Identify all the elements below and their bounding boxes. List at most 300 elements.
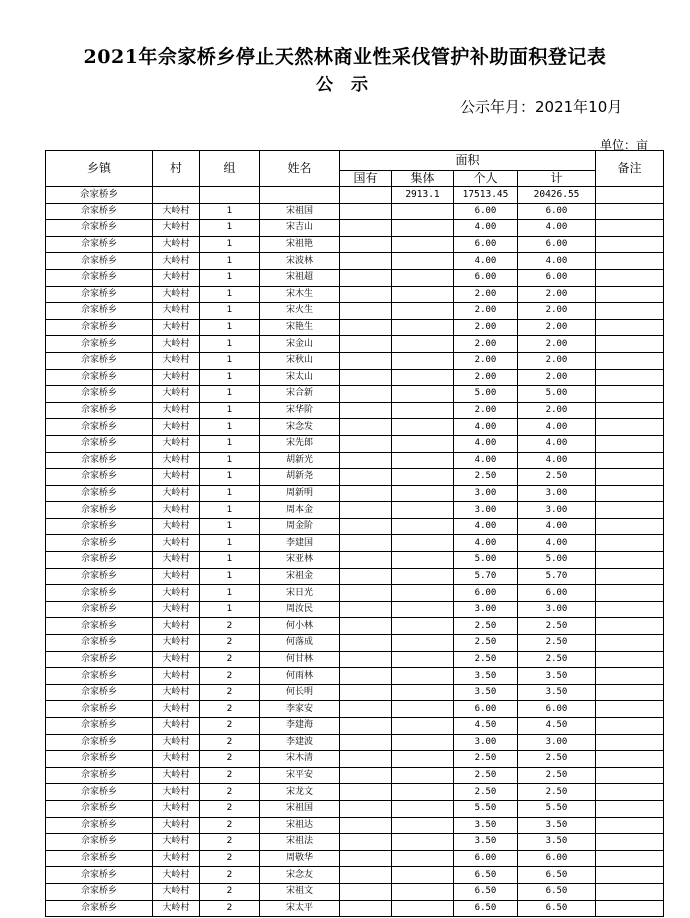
cell-group: 2	[200, 883, 260, 900]
cell-group: 2	[200, 900, 260, 917]
cell-remark	[596, 585, 664, 602]
cell-name: 宋太平	[260, 900, 340, 917]
table-row	[46, 701, 664, 718]
cell-collective	[392, 850, 454, 867]
cell-individual: 5.50	[454, 800, 518, 817]
cell-collective	[392, 502, 454, 519]
cell-individual: 3.50	[454, 817, 518, 834]
cell-collective	[392, 402, 454, 419]
cell-individual: 6.00	[454, 203, 518, 220]
cell-group: 1	[200, 601, 260, 618]
cell-group: 1	[200, 585, 260, 602]
cell-total: 4.00	[518, 452, 596, 469]
cell-group: 1	[200, 336, 260, 353]
cell-state-owned	[340, 568, 392, 585]
header-total: 计	[518, 171, 596, 187]
cell-individual: 4.00	[454, 419, 518, 436]
cell-remark	[596, 386, 664, 403]
cell-state-owned	[340, 800, 392, 817]
cell-name: 宋华阶	[260, 402, 340, 419]
cell-name: 周新明	[260, 485, 340, 502]
cell-township: 佘家桥乡	[46, 900, 153, 917]
table-row	[46, 850, 664, 867]
cell-name: 周金阶	[260, 518, 340, 535]
cell-state-owned	[340, 352, 392, 369]
cell-total: 2.00	[518, 369, 596, 386]
cell-group: 1	[200, 552, 260, 569]
cell-state-owned	[340, 402, 392, 419]
cell-township: 佘家桥乡	[46, 485, 153, 502]
cell-village: 大岭村	[153, 552, 200, 569]
table-row	[46, 568, 664, 585]
cell-village: 大岭村	[153, 269, 200, 286]
cell-name: 宋木清	[260, 751, 340, 768]
cell-remark	[596, 850, 664, 867]
cell-group: 2	[200, 867, 260, 884]
cell-name: 胡新尧	[260, 469, 340, 486]
cell-total: 6.00	[518, 203, 596, 220]
cell-remark	[596, 269, 664, 286]
cell-group: 1	[200, 369, 260, 386]
cell-total: 6.00	[518, 701, 596, 718]
header-remark: 备注	[596, 151, 664, 187]
cell-name: 宋先郎	[260, 435, 340, 452]
cell-remark	[596, 535, 664, 552]
cell-township: 佘家桥乡	[46, 585, 153, 602]
cell-name: 宋合新	[260, 386, 340, 403]
cell-group: 2	[200, 734, 260, 751]
table-row	[46, 867, 664, 884]
cell-township: 佘家桥乡	[46, 883, 153, 900]
cell-township: 佘家桥乡	[46, 435, 153, 452]
cell-township: 佘家桥乡	[46, 469, 153, 486]
cell-total: 6.00	[518, 236, 596, 253]
cell-village: 大岭村	[153, 635, 200, 652]
cell-remark	[596, 369, 664, 386]
cell-individual: 3.50	[454, 684, 518, 701]
cell-state-owned	[340, 668, 392, 685]
cell-collective	[392, 684, 454, 701]
cell-state-owned	[340, 286, 392, 303]
cell-village: 大岭村	[153, 402, 200, 419]
cell-group: 2	[200, 684, 260, 701]
cell-collective	[392, 485, 454, 502]
header-township: 乡镇	[46, 151, 153, 187]
cell-group: 2	[200, 817, 260, 834]
cell-name: 宋日光	[260, 585, 340, 602]
cell-remark	[596, 502, 664, 519]
cell-remark	[596, 767, 664, 784]
cell-village: 大岭村	[153, 336, 200, 353]
cell-group: 1	[200, 253, 260, 270]
cell-name: 宋祖国	[260, 203, 340, 220]
cell-township: 佘家桥乡	[46, 269, 153, 286]
table-row	[46, 535, 664, 552]
cell-state-owned	[340, 469, 392, 486]
cell-group: 1	[200, 402, 260, 419]
cell-individual: 6.00	[454, 850, 518, 867]
summary-remark	[596, 187, 664, 204]
table-row	[46, 767, 664, 784]
cell-state-owned	[340, 552, 392, 569]
cell-remark	[596, 751, 664, 768]
cell-township: 佘家桥乡	[46, 751, 153, 768]
cell-total: 2.00	[518, 319, 596, 336]
cell-individual: 5.70	[454, 568, 518, 585]
cell-remark	[596, 469, 664, 486]
cell-name: 宋艳生	[260, 319, 340, 336]
cell-total: 3.50	[518, 834, 596, 851]
cell-village: 大岭村	[153, 568, 200, 585]
cell-collective	[392, 834, 454, 851]
header-group: 组	[200, 151, 260, 187]
cell-collective	[392, 319, 454, 336]
table-row	[46, 352, 664, 369]
cell-state-owned	[340, 883, 392, 900]
cell-village: 大岭村	[153, 867, 200, 884]
cell-remark	[596, 618, 664, 635]
cell-township: 佘家桥乡	[46, 867, 153, 884]
table-row	[46, 684, 664, 701]
cell-township: 佘家桥乡	[46, 303, 153, 320]
cell-township: 佘家桥乡	[46, 668, 153, 685]
cell-remark	[596, 286, 664, 303]
cell-individual: 3.00	[454, 502, 518, 519]
cell-township: 佘家桥乡	[46, 651, 153, 668]
cell-state-owned	[340, 601, 392, 618]
cell-township: 佘家桥乡	[46, 286, 153, 303]
cell-remark	[596, 303, 664, 320]
cell-state-owned	[340, 867, 392, 884]
cell-total: 6.00	[518, 850, 596, 867]
cell-township: 佘家桥乡	[46, 684, 153, 701]
cell-individual: 6.00	[454, 236, 518, 253]
cell-township: 佘家桥乡	[46, 834, 153, 851]
cell-state-owned	[340, 435, 392, 452]
cell-total: 4.00	[518, 518, 596, 535]
cell-group: 1	[200, 203, 260, 220]
cell-group: 1	[200, 568, 260, 585]
cell-individual: 6.00	[454, 585, 518, 602]
cell-collective	[392, 817, 454, 834]
cell-total: 6.00	[518, 269, 596, 286]
header-name: 姓名	[260, 151, 340, 187]
cell-individual: 4.00	[454, 220, 518, 237]
cell-village: 大岭村	[153, 767, 200, 784]
cell-township: 佘家桥乡	[46, 601, 153, 618]
cell-individual: 2.00	[454, 336, 518, 353]
cell-total: 5.70	[518, 568, 596, 585]
cell-remark	[596, 701, 664, 718]
cell-collective	[392, 303, 454, 320]
cell-total: 5.50	[518, 800, 596, 817]
cell-group: 1	[200, 303, 260, 320]
cell-state-owned	[340, 220, 392, 237]
cell-remark	[596, 601, 664, 618]
cell-village: 大岭村	[153, 220, 200, 237]
table-row	[46, 834, 664, 851]
cell-state-owned	[340, 718, 392, 735]
cell-state-owned	[340, 203, 392, 220]
cell-remark	[596, 900, 664, 917]
cell-individual: 2.50	[454, 618, 518, 635]
cell-total: 4.00	[518, 435, 596, 452]
cell-name: 宋秋山	[260, 352, 340, 369]
cell-name: 周本金	[260, 502, 340, 519]
cell-individual: 3.50	[454, 668, 518, 685]
cell-township: 佘家桥乡	[46, 336, 153, 353]
cell-individual: 2.50	[454, 635, 518, 652]
cell-name: 李家安	[260, 701, 340, 718]
cell-individual: 2.50	[454, 767, 518, 784]
cell-remark	[596, 220, 664, 237]
cell-remark	[596, 203, 664, 220]
summary-village	[153, 187, 200, 204]
table-row	[46, 203, 664, 220]
cell-individual: 2.00	[454, 369, 518, 386]
cell-individual: 6.50	[454, 900, 518, 917]
cell-total: 2.50	[518, 751, 596, 768]
cell-state-owned	[340, 817, 392, 834]
cell-remark	[596, 817, 664, 834]
cell-collective	[392, 452, 454, 469]
cell-group: 1	[200, 286, 260, 303]
cell-state-owned	[340, 319, 392, 336]
table-row	[46, 419, 664, 436]
cell-remark	[596, 651, 664, 668]
cell-total: 3.00	[518, 734, 596, 751]
table-row	[46, 469, 664, 486]
cell-state-owned	[340, 336, 392, 353]
cell-collective	[392, 286, 454, 303]
table-row	[46, 518, 664, 535]
table-row	[46, 718, 664, 735]
cell-total: 2.50	[518, 618, 596, 635]
header-state-owned: 国有	[340, 171, 392, 187]
cell-collective	[392, 568, 454, 585]
cell-name: 宋木生	[260, 286, 340, 303]
cell-total: 6.00	[518, 585, 596, 602]
cell-township: 佘家桥乡	[46, 635, 153, 652]
cell-township: 佘家桥乡	[46, 718, 153, 735]
cell-individual: 4.00	[454, 518, 518, 535]
cell-total: 6.50	[518, 867, 596, 884]
cell-name: 宋祖国	[260, 800, 340, 817]
cell-state-owned	[340, 303, 392, 320]
cell-total: 2.00	[518, 402, 596, 419]
cell-collective	[392, 883, 454, 900]
cell-name: 宋波林	[260, 253, 340, 270]
cell-total: 4.00	[518, 220, 596, 237]
cell-name: 李建国	[260, 535, 340, 552]
cell-name: 宋平安	[260, 767, 340, 784]
cell-village: 大岭村	[153, 834, 200, 851]
cell-state-owned	[340, 751, 392, 768]
cell-total: 4.00	[518, 253, 596, 270]
cell-remark	[596, 684, 664, 701]
table-row	[46, 618, 664, 635]
cell-group: 1	[200, 236, 260, 253]
table-row	[46, 336, 664, 353]
cell-township: 佘家桥乡	[46, 817, 153, 834]
cell-state-owned	[340, 651, 392, 668]
summary-collective: 2913.1	[392, 187, 454, 204]
table-row	[46, 286, 664, 303]
cell-individual: 2.00	[454, 303, 518, 320]
header-area: 面积	[340, 151, 596, 171]
cell-remark	[596, 253, 664, 270]
table-row	[46, 435, 664, 452]
cell-village: 大岭村	[153, 319, 200, 336]
table-row	[46, 303, 664, 320]
cell-village: 大岭村	[153, 253, 200, 270]
cell-individual: 3.50	[454, 834, 518, 851]
cell-collective	[392, 269, 454, 286]
cell-remark	[596, 635, 664, 652]
cell-collective	[392, 535, 454, 552]
cell-village: 大岭村	[153, 784, 200, 801]
table-row	[46, 502, 664, 519]
cell-name: 宋念友	[260, 867, 340, 884]
cell-individual: 4.00	[454, 535, 518, 552]
cell-name: 宋念发	[260, 419, 340, 436]
cell-village: 大岭村	[153, 718, 200, 735]
cell-total: 2.50	[518, 651, 596, 668]
cell-village: 大岭村	[153, 369, 200, 386]
cell-name: 宋祖艳	[260, 236, 340, 253]
cell-group: 1	[200, 469, 260, 486]
cell-township: 佘家桥乡	[46, 319, 153, 336]
table-row	[46, 817, 664, 834]
cell-name: 宋祖超	[260, 269, 340, 286]
cell-name: 宋祖达	[260, 817, 340, 834]
cell-state-owned	[340, 518, 392, 535]
cell-township: 佘家桥乡	[46, 800, 153, 817]
cell-village: 大岭村	[153, 883, 200, 900]
cell-individual: 6.00	[454, 701, 518, 718]
cell-total: 2.50	[518, 767, 596, 784]
cell-state-owned	[340, 834, 392, 851]
cell-state-owned	[340, 535, 392, 552]
cell-collective	[392, 352, 454, 369]
cell-individual: 4.50	[454, 718, 518, 735]
cell-remark	[596, 402, 664, 419]
cell-state-owned	[340, 618, 392, 635]
cell-total: 3.00	[518, 502, 596, 519]
cell-collective	[392, 618, 454, 635]
cell-township: 佘家桥乡	[46, 518, 153, 535]
cell-township: 佘家桥乡	[46, 220, 153, 237]
cell-collective	[392, 585, 454, 602]
table-row	[46, 269, 664, 286]
cell-group: 1	[200, 435, 260, 452]
cell-township: 佘家桥乡	[46, 352, 153, 369]
cell-remark	[596, 668, 664, 685]
cell-collective	[392, 601, 454, 618]
cell-group: 1	[200, 419, 260, 436]
cell-collective	[392, 751, 454, 768]
cell-name: 何落成	[260, 635, 340, 652]
cell-total: 5.00	[518, 552, 596, 569]
table-row	[46, 651, 664, 668]
cell-name: 宋金山	[260, 336, 340, 353]
cell-village: 大岭村	[153, 469, 200, 486]
cell-total: 2.50	[518, 469, 596, 486]
cell-state-owned	[340, 701, 392, 718]
cell-township: 佘家桥乡	[46, 784, 153, 801]
cell-individual: 2.50	[454, 784, 518, 801]
summary-individual: 17513.45	[454, 187, 518, 204]
cell-name: 宋火生	[260, 303, 340, 320]
cell-remark	[596, 236, 664, 253]
cell-collective	[392, 651, 454, 668]
cell-township: 佘家桥乡	[46, 701, 153, 718]
cell-village: 大岭村	[153, 518, 200, 535]
cell-name: 宋太山	[260, 369, 340, 386]
cell-township: 佘家桥乡	[46, 850, 153, 867]
cell-collective	[392, 469, 454, 486]
cell-total: 3.50	[518, 817, 596, 834]
cell-remark	[596, 435, 664, 452]
cell-group: 1	[200, 485, 260, 502]
cell-township: 佘家桥乡	[46, 568, 153, 585]
unit-label: 单位：亩	[600, 138, 649, 152]
cell-village: 大岭村	[153, 651, 200, 668]
cell-village: 大岭村	[153, 701, 200, 718]
cell-group: 2	[200, 751, 260, 768]
cell-group: 2	[200, 701, 260, 718]
header-village: 村	[153, 151, 200, 187]
table-row	[46, 220, 664, 237]
cell-village: 大岭村	[153, 535, 200, 552]
cell-remark	[596, 552, 664, 569]
cell-total: 4.00	[518, 535, 596, 552]
summary-name	[260, 187, 340, 204]
cell-township: 佘家桥乡	[46, 552, 153, 569]
table-row	[46, 402, 664, 419]
cell-name: 宋亚林	[260, 552, 340, 569]
cell-group: 2	[200, 850, 260, 867]
cell-remark	[596, 319, 664, 336]
cell-remark	[596, 834, 664, 851]
cell-name: 何雨林	[260, 668, 340, 685]
cell-individual: 6.50	[454, 867, 518, 884]
cell-collective	[392, 236, 454, 253]
table-row	[46, 601, 664, 618]
cell-name: 李建波	[260, 734, 340, 751]
cell-remark	[596, 485, 664, 502]
cell-remark	[596, 784, 664, 801]
cell-state-owned	[340, 452, 392, 469]
cell-collective	[392, 668, 454, 685]
cell-village: 大岭村	[153, 601, 200, 618]
cell-township: 佘家桥乡	[46, 402, 153, 419]
cell-name: 何长明	[260, 684, 340, 701]
cell-total: 6.50	[518, 900, 596, 917]
cell-village: 大岭村	[153, 618, 200, 635]
cell-township: 佘家桥乡	[46, 734, 153, 751]
cell-collective	[392, 867, 454, 884]
table-row	[46, 253, 664, 270]
cell-group: 2	[200, 784, 260, 801]
cell-state-owned	[340, 419, 392, 436]
cell-individual: 3.00	[454, 734, 518, 751]
cell-collective	[392, 718, 454, 735]
cell-village: 大岭村	[153, 900, 200, 917]
cell-collective	[392, 767, 454, 784]
cell-group: 2	[200, 767, 260, 784]
cell-group: 2	[200, 718, 260, 735]
